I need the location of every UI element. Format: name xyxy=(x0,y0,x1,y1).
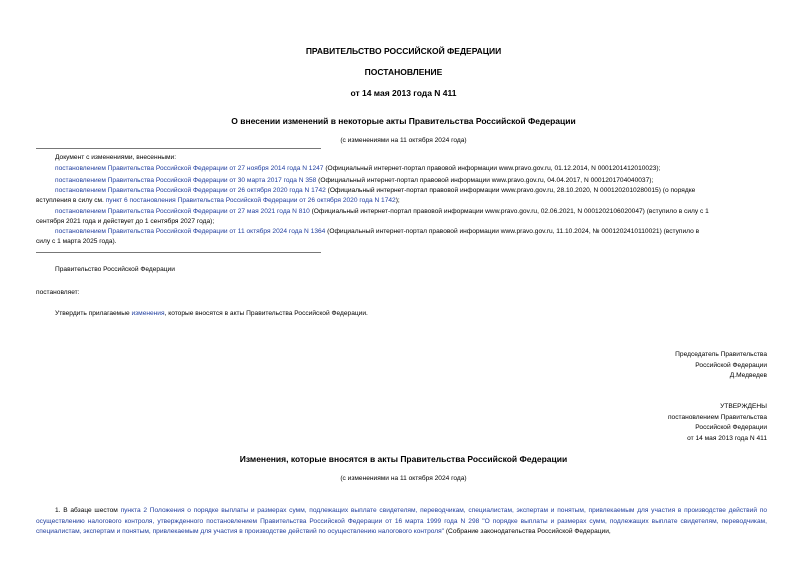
approved-date: от 14 мая 2013 года N 411 xyxy=(687,434,767,442)
change-link[interactable]: пункт 6 постановления Правительства Российской Федерации от 26 октября 2020 года N 1742 xyxy=(105,197,396,204)
annex-edition: (с изменениями на 11 октября 2024 года) xyxy=(340,475,467,482)
change-item-cont xyxy=(36,218,214,225)
document-date: от 14 мая 2013 года N 411 xyxy=(350,88,457,98)
change-text: (Официальный интернет-портал правовой информации www.pravo.gov.ru, 02.06.2021, N 0001202106020047) (вступило в силу с 1 xyxy=(309,208,709,215)
change-link[interactable]: постановлением Правительства Российской Федерации от 27 ноября 2014 года N 1247 xyxy=(55,165,324,172)
signature-name: Д.Медведев xyxy=(729,372,767,379)
document-type: ПОСТАНОВЛЕНИЕ xyxy=(364,67,443,77)
edition-note: (с изменениями на 11 октября 2024 года) xyxy=(340,137,467,144)
paragraph-text: 1. В абзаце шестом xyxy=(55,507,121,514)
change-text: (Официальный интернет-портал правовой информации www.pravo.gov.ru, 01.12.2014, N 0001201412010023); xyxy=(323,165,661,172)
change-item xyxy=(55,228,699,235)
change-text: силу с 1 марта 2025 года). xyxy=(36,238,117,245)
changes-link[interactable]: изменения xyxy=(131,310,165,317)
document-title: О внесении изменений в некоторые акты Правительства Российской Федерации xyxy=(231,116,576,126)
approved-block xyxy=(668,402,767,444)
approved-heading: УТВЕРЖДЕНЫ xyxy=(720,403,767,410)
government-heading: ПРАВИТЕЛЬСТВО РОССИЙСКОЙ ФЕДЕРАЦИИ xyxy=(305,46,502,56)
paragraph-link[interactable]: пункта 2 Положения о порядке выплаты и размерах сумм, подлежащих выплате свидетелям, переводчикам, специалистам, экспертам и понятым, привлекаемым для участия в производстве действий по осуществлению налогового контроля, утвержденного постановлением Правительства Российской Федерации от 16 марта 1999 года N 298 "О порядке выплаты и размерах сумм, подлежащих выплате свидетелям, переводчикам, специалистам, экспертам и понятым, привлекаемым для участия в производстве действий по осуществлению налогового контроля" xyxy=(36,507,767,535)
change-link[interactable]: постановлением Правительства Российской Федерации от 26 октября 2020 года N 1742 xyxy=(55,187,326,194)
change-text: (Официальный интернет-портал правовой информации www.pravo.gov.ru, 04.04.2017, N 0001201704040037); xyxy=(316,177,654,184)
approve-text: Утвердить прилагаемые xyxy=(55,310,132,317)
annex-paragraph-1 xyxy=(36,506,767,538)
change-text: сентября 2021 года и действует до 1 сентября 2027 года); xyxy=(36,218,215,225)
divider-bottom xyxy=(36,252,321,253)
changes-intro: Документ с изменениями, внесенными: xyxy=(55,154,177,161)
divider-top xyxy=(36,148,321,149)
change-item-cont xyxy=(36,238,117,245)
annex-title: Изменения, которые вносятся в акты Правительства Российской Федерации xyxy=(239,454,568,464)
change-text: (Официальный интернет-портал правовой информации www.pravo.gov.ru, 28.10.2020, N 0001202010280015) (о порядке xyxy=(325,187,696,194)
change-link[interactable]: постановлением Правительства Российской Федерации от 27 мая 2021 года N 810 xyxy=(55,208,310,215)
government-line: Правительство Российской Федерации xyxy=(55,266,175,273)
approved-by: постановлением Правительства xyxy=(667,413,767,421)
change-text: вступления в силу см. xyxy=(36,197,106,204)
approve-text: , которые вносятся в акты Правительства Российской Федерации. xyxy=(164,310,368,317)
change-link[interactable]: постановлением Правительства Российской Федерации от 30 марта 2017 года N 358 xyxy=(55,177,317,184)
approve-paragraph xyxy=(55,310,368,317)
change-item xyxy=(55,208,709,215)
change-text: (Официальный интернет-портал правовой информации www.pravo.gov.ru, 11.10.2024, № 0001202410110021) (вступило в xyxy=(325,228,700,235)
change-item-cont xyxy=(36,197,400,204)
approved-country: Российской Федерации xyxy=(695,424,767,431)
change-item xyxy=(55,165,660,172)
change-item xyxy=(55,187,695,194)
signature-block xyxy=(675,350,767,382)
paragraph-text: (Собрание законодательства Российской Федерации, xyxy=(444,528,611,535)
signature-position: Председатель Правительства xyxy=(675,351,767,358)
signature-country: Российской Федерации xyxy=(695,361,767,369)
change-link[interactable]: постановлением Правительства Российской Федерации от 11 октября 2024 года N 1364 xyxy=(55,228,326,235)
change-item xyxy=(55,177,653,184)
change-text: ); xyxy=(395,197,400,204)
resolves-line: постановляет: xyxy=(36,289,80,296)
